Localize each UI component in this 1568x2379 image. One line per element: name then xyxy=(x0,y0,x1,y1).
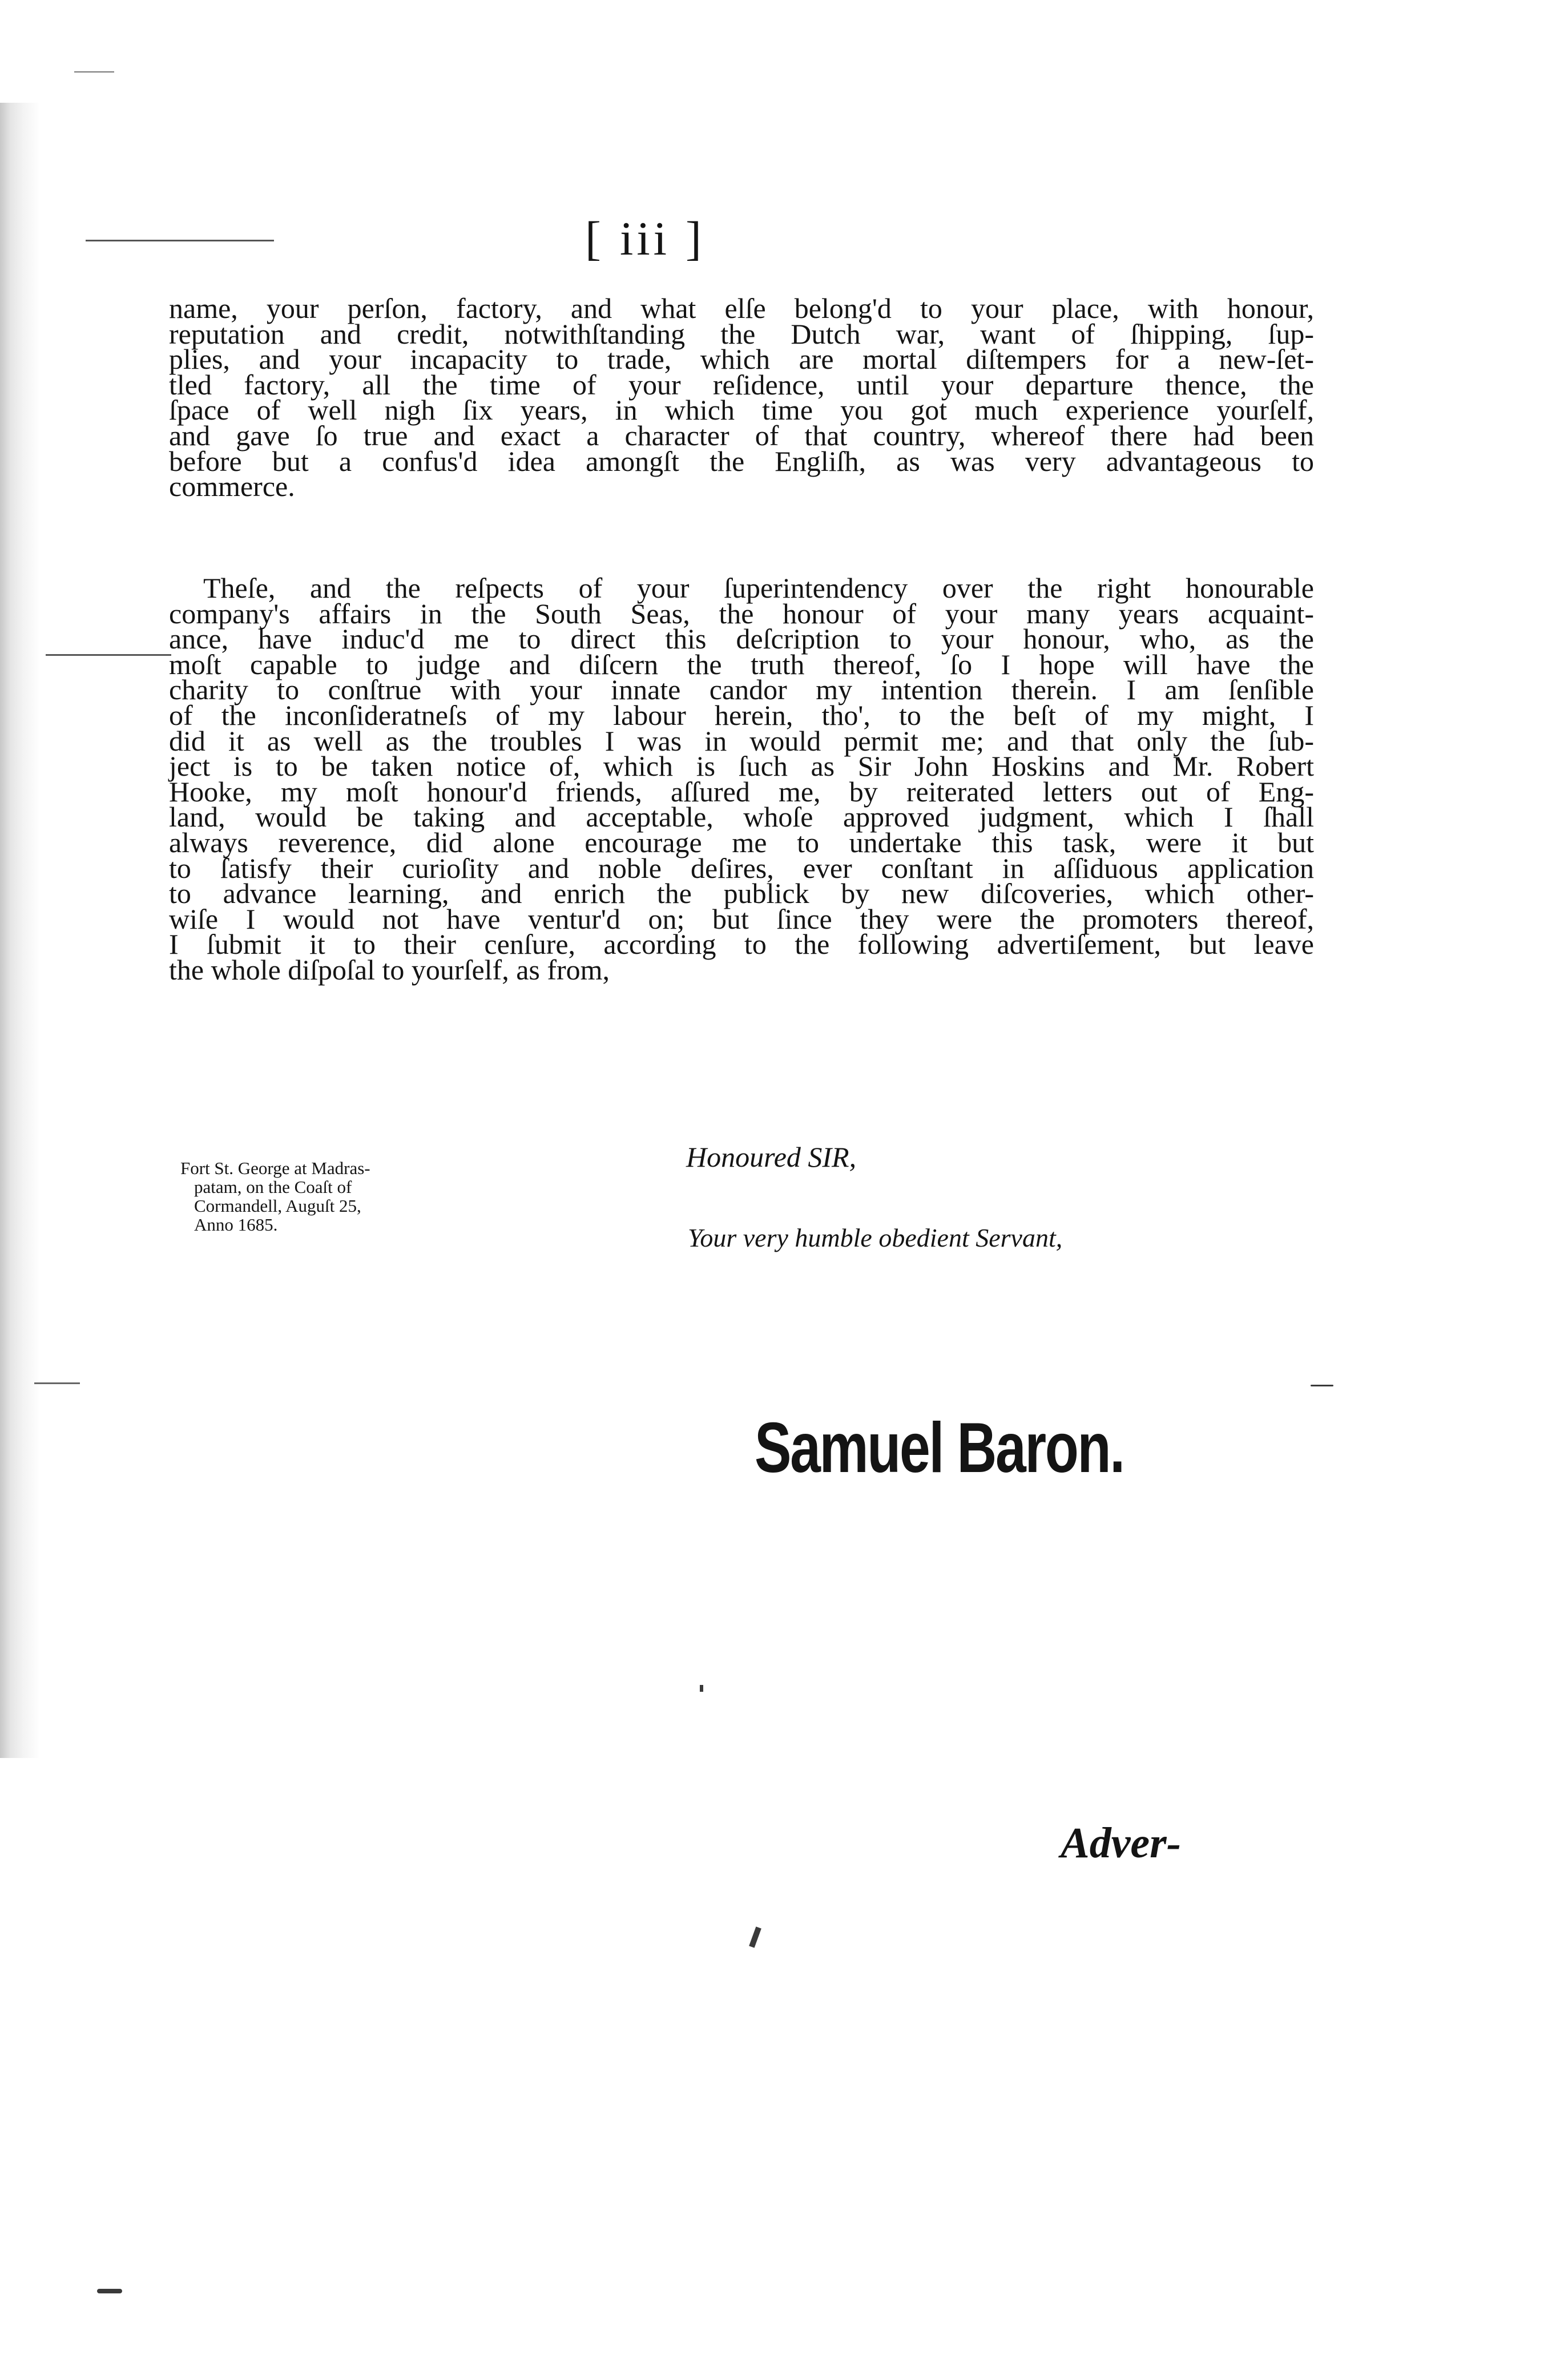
dateline-line: Fort St. George at Madras- xyxy=(180,1158,370,1178)
text-line: commerce. xyxy=(169,470,295,503)
scan-mark xyxy=(34,1382,80,1384)
scan-speck xyxy=(749,1926,761,1947)
page-number: [ iii ] xyxy=(585,212,705,265)
text-line: the whole diſpoſal to yourſelf, as from, xyxy=(169,953,610,986)
closing: Your very humble obedient Servant, xyxy=(688,1223,1063,1252)
text-line: and gave ſo true and exact a character of that country, whereof there had been xyxy=(169,419,1314,451)
text-line: ance, have induc'd me to direct this deſcription to your honour, who, as the xyxy=(169,623,1314,655)
text-line: moſt capable to judge and diſcern the truth thereof, ſo I hope will have the xyxy=(169,648,1314,680)
text-line: tled factory, all the time of your reſidence, until your departure thence, the xyxy=(169,368,1314,401)
text-line: company's affairs in the South Seas, the honour of your many years acquaint- xyxy=(169,597,1314,630)
scan-binding-edge xyxy=(0,103,40,1758)
scan-speck xyxy=(1311,1385,1333,1386)
text-line: Theſe, and the reſpects of your ſuperintendency over the right honourable xyxy=(203,572,1314,604)
text-line: reputation and credit, notwithſtanding the Dutch war, want of ſhipping, ſup- xyxy=(169,317,1314,350)
dateline xyxy=(180,1159,449,1234)
text-line: I ſubmit it to their cenſure, according to the following advertiſement, but leave xyxy=(169,928,1314,961)
scan-mark xyxy=(46,654,171,656)
scan-speck xyxy=(97,2289,122,2293)
body-paragraph-1 xyxy=(169,292,1314,503)
signature: Samuel Baron. xyxy=(755,1409,1124,1487)
scan-speck xyxy=(700,1685,703,1692)
catchword: Adver- xyxy=(1061,1819,1182,1867)
body-paragraph-2 xyxy=(169,572,1314,986)
text-line: ject is to be taken notice of, which is ſuch as Sir John Hoskins and Mr. Robert xyxy=(169,750,1314,783)
text-line: before but a confus'd idea amongſt the Engliſh, as was very advantageous to xyxy=(169,445,1314,477)
scan-mark xyxy=(86,240,274,241)
dateline-line: Anno 1685. xyxy=(194,1215,278,1235)
text-line: did it as well as the troubles I was in would permit me; and that only the ſub- xyxy=(169,724,1314,757)
text-line: name, your perſon, factory, and what elſe belong'd to your place, with honour, xyxy=(169,292,1314,324)
text-line: charity to conſtrue with your innate candor my intention therein. I am ſenſible xyxy=(169,674,1314,706)
text-line: always reverence, did alone encourage me to undertake this task, were it but xyxy=(169,826,1314,858)
text-line: of the inconſideratneſs of my labour herein, tho', to the beſt of my might, I xyxy=(169,699,1314,731)
dateline-line: Cormandell, Auguſt 25, xyxy=(194,1196,361,1216)
text-line: wiſe I would not have ventur'd on; but ſince they were the promoters thereof, xyxy=(169,902,1314,935)
text-line: plies, and your incapacity to trade, which are mortal diſtempers for a new-ſet- xyxy=(169,343,1314,376)
text-line: to advance learning, and enrich the publick by new diſcoveries, which other- xyxy=(169,877,1314,910)
scan-mark xyxy=(74,71,114,72)
salutation: Honoured SIR, xyxy=(686,1141,857,1173)
text-line: ſpace of well nigh ſix years, in which time you got much experience yourſelf, xyxy=(169,394,1314,426)
dateline-line: patam, on the Coaſt of xyxy=(194,1177,352,1197)
text-line: Hooke, my moſt honour'd friends, aſſured me, by reiterated letters out of Eng- xyxy=(169,775,1314,808)
text-line: to ſatisfy their curioſity and noble deſires, ever conſtant in aſſiduous application xyxy=(169,852,1314,884)
text-line: land, would be taking and acceptable, whoſe approved judgment, which I ſhall xyxy=(169,801,1314,833)
